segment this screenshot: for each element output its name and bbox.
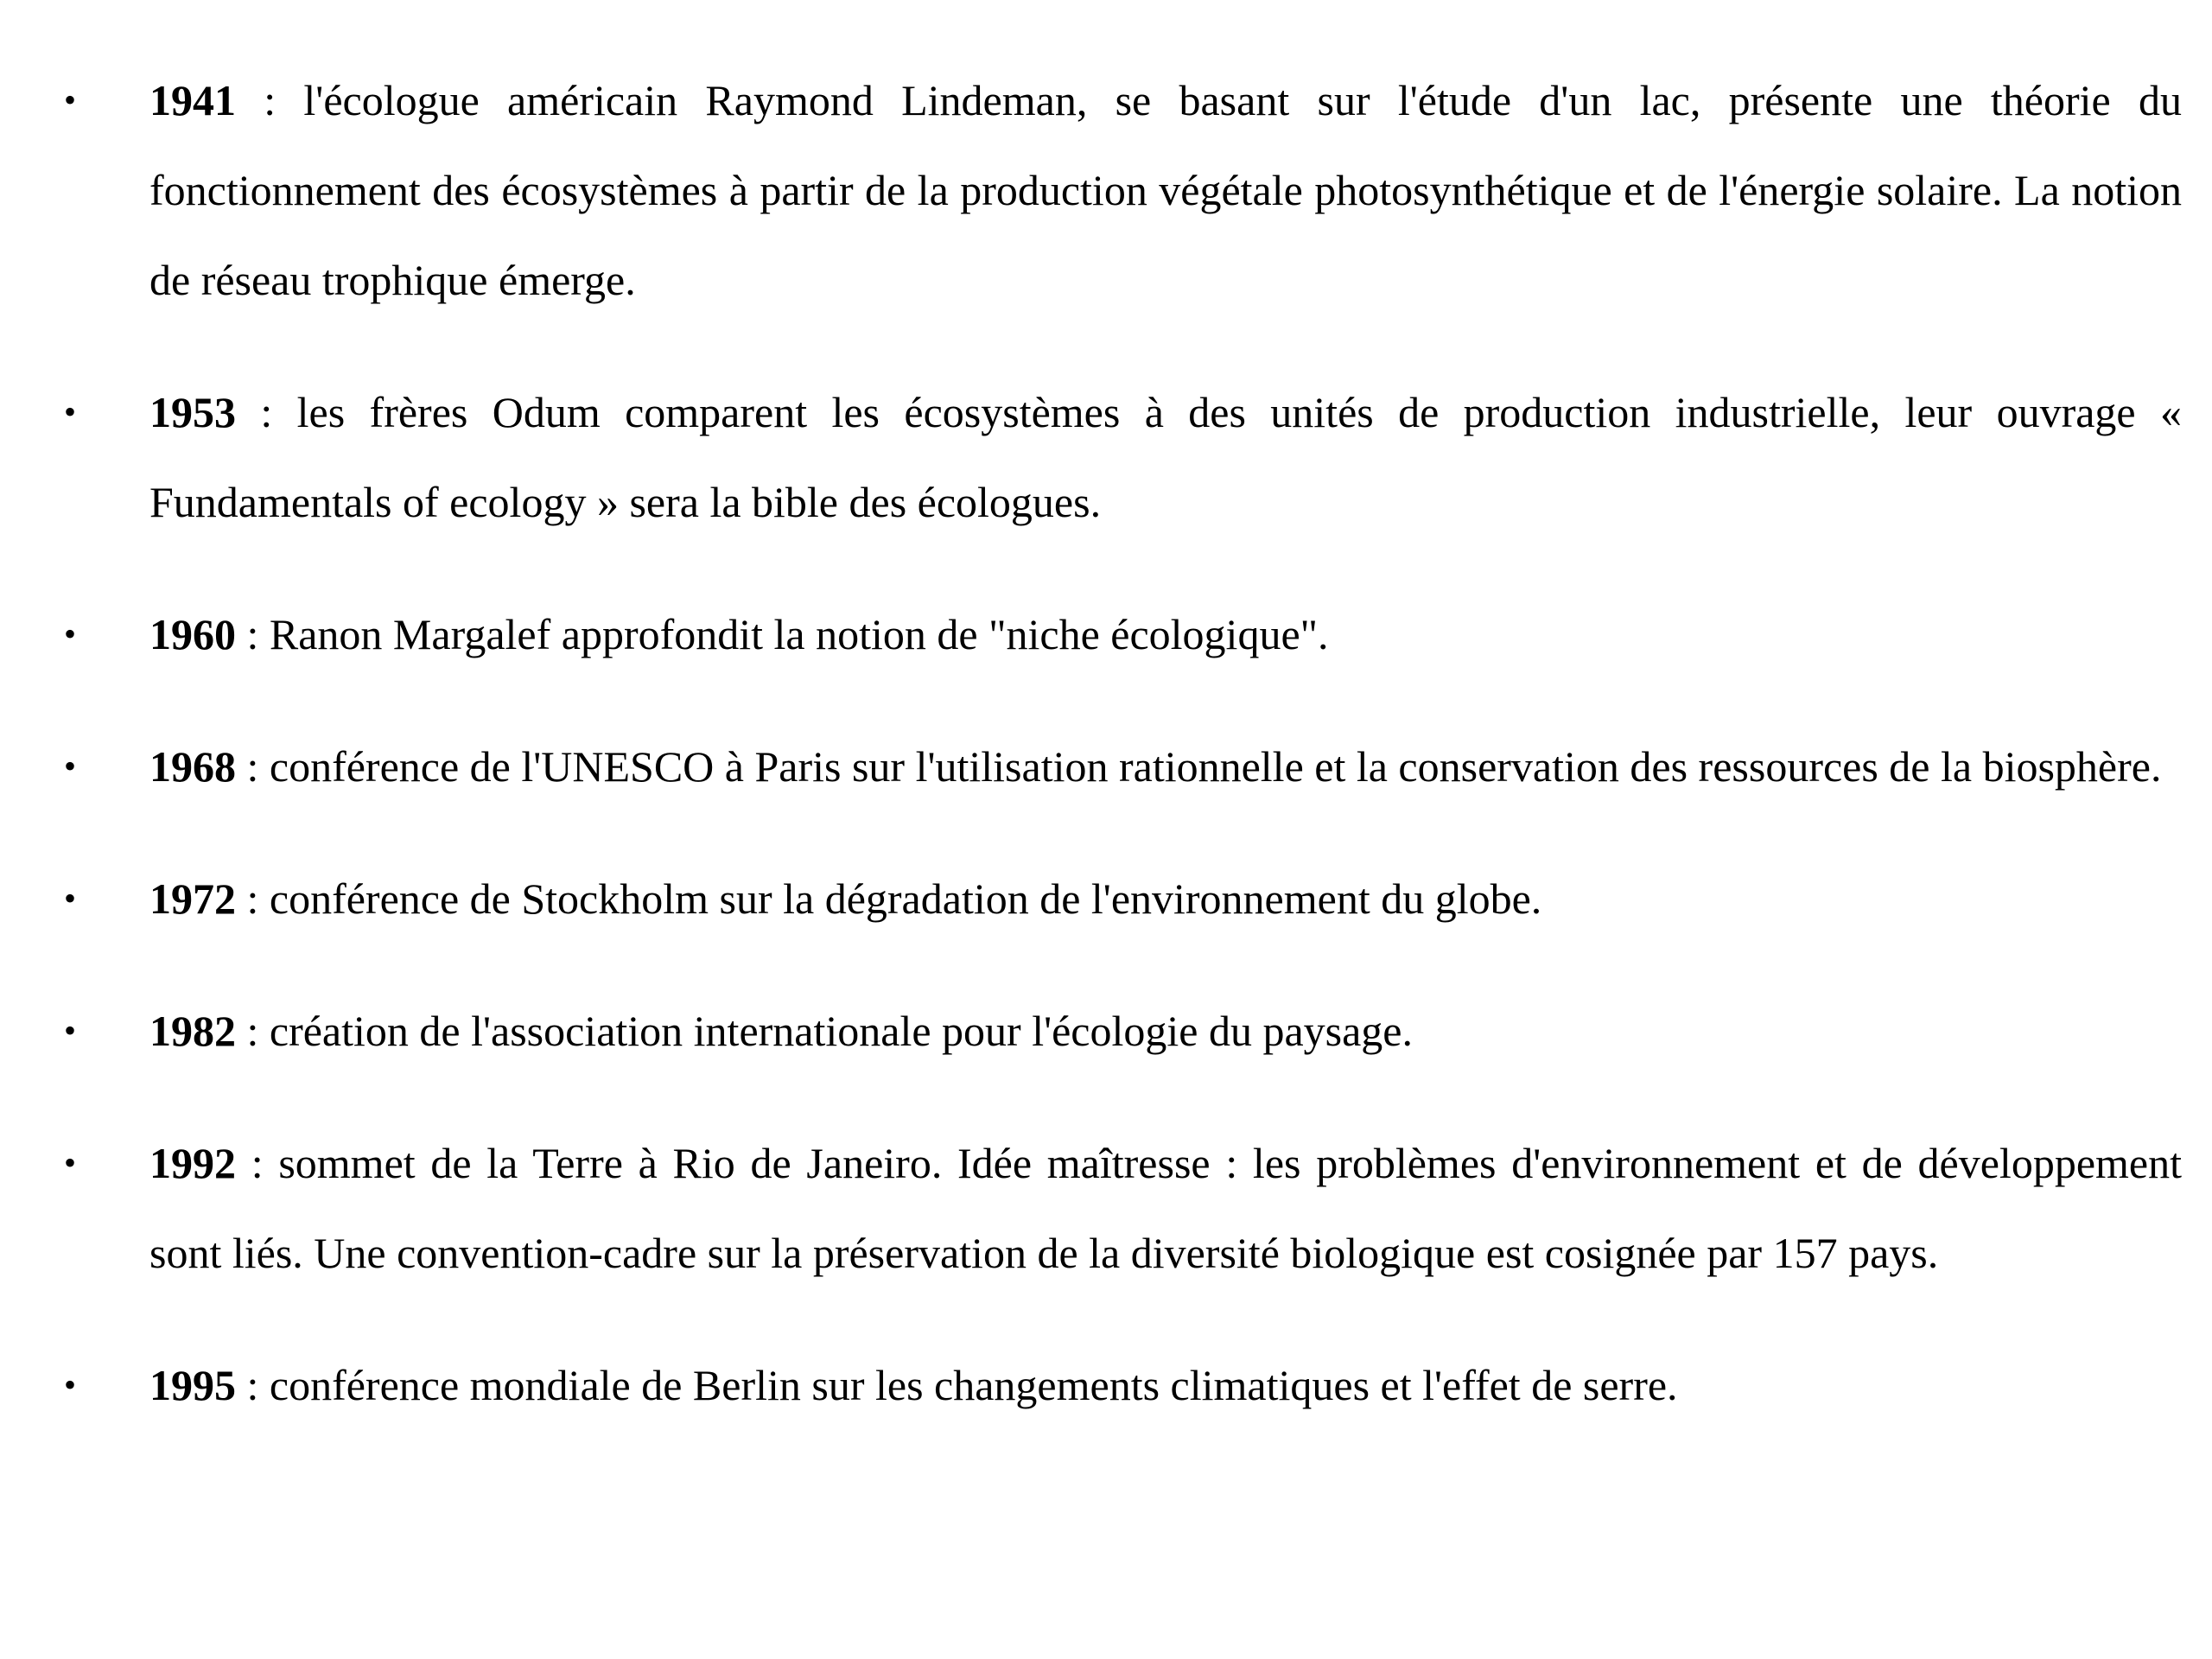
bullet-icon: • xyxy=(64,1011,77,1050)
timeline-entry-1960 xyxy=(0,589,2212,679)
entry-year: 1982 xyxy=(149,1007,236,1055)
entry-year: 1953 xyxy=(149,388,236,436)
entry-text xyxy=(149,986,2182,1076)
timeline-list xyxy=(0,55,2212,1472)
entry-year: 1992 xyxy=(149,1139,236,1187)
bullet-icon: • xyxy=(64,879,77,918)
timeline-entry-1972 xyxy=(0,854,2212,944)
timeline-entry-1992 xyxy=(0,1118,2212,1298)
timeline-entry-1982 xyxy=(0,986,2212,1076)
entry-description: : conférence mondiale de Berlin sur les changements climatiques et l'effet de serre. xyxy=(236,1361,1678,1409)
entry-description: : conférence de l'UNESCO à Paris sur l'utilisation rationnelle et la conservation des ressources de la biosphère. xyxy=(236,742,2162,791)
bullet-icon: • xyxy=(64,80,77,119)
entry-text xyxy=(149,854,2182,944)
entry-description: : l'écologue américain Raymond Lindeman, se basant sur l'étude d'un lac, présente une théorie du fonctionnement des écosystèmes à partir de la production végétale photosynthétique et de l'énergie solaire. La notion de réseau trophique émerge. xyxy=(149,76,2182,304)
bullet-icon: • xyxy=(64,747,77,785)
entry-text xyxy=(149,1118,2182,1298)
entry-description: : conférence de Stockholm sur la dégradation de l'environnement du globe. xyxy=(236,874,1542,923)
entry-text xyxy=(149,55,2182,325)
timeline-entry-1953 xyxy=(0,367,2212,547)
entry-description: : sommet de la Terre à Rio de Janeiro. Idée maîtresse : les problèmes d'environnement et de développement sont liés. Une convention-cadre sur la préservation de la diversité biologique est cosignée par 157 pays. xyxy=(149,1139,2182,1277)
timeline-entry-1995 xyxy=(0,1340,2212,1430)
timeline-entry-1941 xyxy=(0,55,2212,325)
entry-year: 1995 xyxy=(149,1361,236,1409)
entry-text xyxy=(149,1340,2182,1430)
bullet-icon: • xyxy=(64,1143,77,1182)
bullet-icon: • xyxy=(64,1365,77,1404)
entry-description: : Ranon Margalef approfondit la notion de "niche écologique". xyxy=(236,610,1329,658)
entry-description: : les frères Odum comparent les écosystèmes à des unités de production industrielle, leur ouvrage « Fundamentals of ecology » sera la bible des écologues. xyxy=(149,388,2182,526)
entry-description: : création de l'association internationale pour l'écologie du paysage. xyxy=(236,1007,1413,1055)
entry-text xyxy=(149,589,2182,679)
entry-year: 1968 xyxy=(149,742,236,791)
bullet-icon: • xyxy=(64,392,77,431)
entry-year: 1972 xyxy=(149,874,236,923)
entry-text xyxy=(149,721,2182,811)
entry-year: 1960 xyxy=(149,610,236,658)
entry-text xyxy=(149,367,2182,547)
bullet-icon: • xyxy=(64,614,77,653)
timeline-entry-1968 xyxy=(0,721,2212,811)
entry-year: 1941 xyxy=(149,76,236,124)
